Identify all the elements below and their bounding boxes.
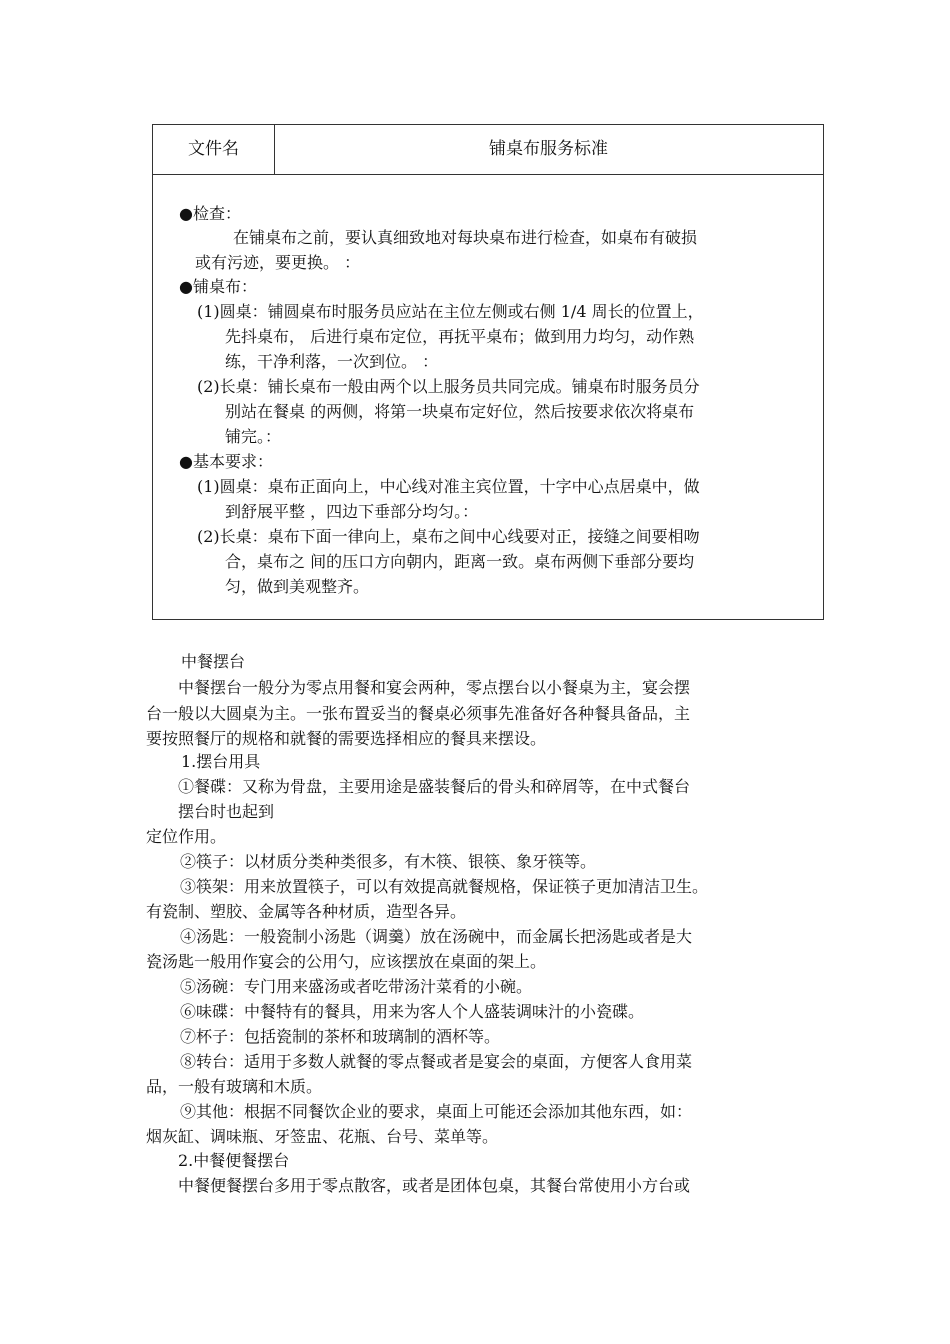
- paragraph-line: ⑥味碟：中餐特有的餐具，用来为客人个人盛装调味汁的小瓷碟。: [180, 1002, 645, 1021]
- table-text-line: 铺完。：: [225, 427, 282, 446]
- file-name-value: 铺桌布服务标准: [489, 139, 608, 159]
- section-title: 中餐摆台: [181, 652, 246, 671]
- subsection-title: 2.中餐便餐摆台: [178, 1151, 290, 1170]
- standard-table: [152, 124, 824, 620]
- paragraph-line: ③筷架：用来放置筷子，可以有效提高就餐规格，保证筷子更加清洁卫生。: [180, 877, 709, 896]
- file-name-label: 文件名: [153, 125, 275, 174]
- paragraph-line: ②筷子：以材质分类种类很多，有木筷、银筷、象牙筷等。: [180, 852, 597, 871]
- paragraph-line: 中餐摆台一般分为零点用餐和宴会两种，零点摆台以小餐桌为主，宴会摆: [178, 678, 691, 697]
- paragraph-line: 定位作用。: [146, 827, 227, 846]
- table-text-line: (2)长桌：铺长桌布一般由两个以上服务员共同完成。铺桌布时服务员分: [197, 377, 700, 396]
- subsection-title: 1.摆台用具: [181, 752, 261, 771]
- paragraph-line: ⑦杯子：包括瓷制的茶杯和玻璃制的酒杯等。: [180, 1027, 501, 1046]
- paragraph-line: ④汤匙：一般瓷制小汤匙（调羹）放在汤碗中，而金属长把汤匙或者是大: [180, 927, 693, 946]
- table-text-line: 合，桌布之 间的压口方向朝内，距离一致。桌布两侧下垂部分要均: [225, 552, 695, 571]
- table-text-line: 匀，做到美观整齐。: [225, 577, 370, 596]
- paragraph-line: 摆台时也起到: [178, 802, 275, 821]
- section-heading: ●铺桌布：: [179, 277, 257, 296]
- paragraph-line: ①餐碟：又称为骨盘，主要用途是盛装餐后的骨头和碎屑等，在中式餐台: [178, 777, 691, 796]
- table-text-line: (1)圆桌：铺圆桌布时服务员应站在主位左侧或右侧 1/4 周长的位置上，: [197, 302, 704, 321]
- table-header-row: [153, 125, 823, 175]
- paragraph-line: ⑧转台：适用于多数人就餐的零点餐或者是宴会的桌面，方便客人食用菜: [180, 1052, 693, 1071]
- table-text-line: (2)长桌：桌布下面一律向上，桌布之间中心线要对正，接缝之间要相吻: [197, 527, 700, 546]
- section-heading: ●检查：: [179, 204, 241, 223]
- table-text-line: 别站在餐桌 的两侧，将第一块桌布定好位，然后按要求依次将桌布: [225, 402, 695, 421]
- paragraph-line: ⑨其他：根据不同餐饮企业的要求，桌面上可能还会添加其他东西，如：: [180, 1102, 693, 1121]
- paragraph-line: 烟灰缸、调味瓶、牙签盅、花瓶、台号、菜单等。: [146, 1127, 499, 1146]
- table-text-line: (1)圆桌：桌布正面向上，中心线对准主宾位置，十字中心点居桌中，做: [197, 477, 700, 496]
- table-text-line: 练，干净利落，一次到位。 ：: [225, 352, 439, 371]
- paragraph-line: 要按照餐厅的规格和就餐的需要选择相应的餐具来摆设。: [146, 729, 547, 748]
- paragraph-line: 品，一般有玻璃和木质。: [146, 1077, 323, 1096]
- paragraph-line: 瓷汤匙一般用作宴会的公用勺，应该摆放在桌面的架上。: [146, 952, 547, 971]
- table-text-line: 在铺桌布之前，要认真细致地对每块桌布进行检查，如桌布有破损: [233, 228, 698, 247]
- section-heading: ●基本要求：: [179, 452, 273, 471]
- table-text-line: 到舒展平整 ，四边下垂部分均匀。：: [225, 502, 479, 521]
- paragraph-line: 中餐便餐摆台多用于零点散客，或者是团体包桌，其餐台常使用小方台或: [178, 1176, 691, 1195]
- table-text-line: 或有污迹，要更换。 ：: [195, 253, 361, 272]
- table-text-line: 先抖桌布， 后进行桌布定位，再抚平桌布；做到用力均匀，动作熟: [225, 327, 695, 346]
- paragraph-line: 台一般以大圆桌为主。一张布置妥当的餐桌必须事先准备好各种餐具备品，主: [146, 704, 691, 723]
- table-content-cell: [153, 174, 823, 619]
- paragraph-line: ⑤汤碗：专门用来盛汤或者吃带汤汁菜肴的小碗。: [180, 977, 533, 996]
- paragraph-line: 有瓷制、塑胶、金属等各种材质，造型各异。: [146, 902, 467, 921]
